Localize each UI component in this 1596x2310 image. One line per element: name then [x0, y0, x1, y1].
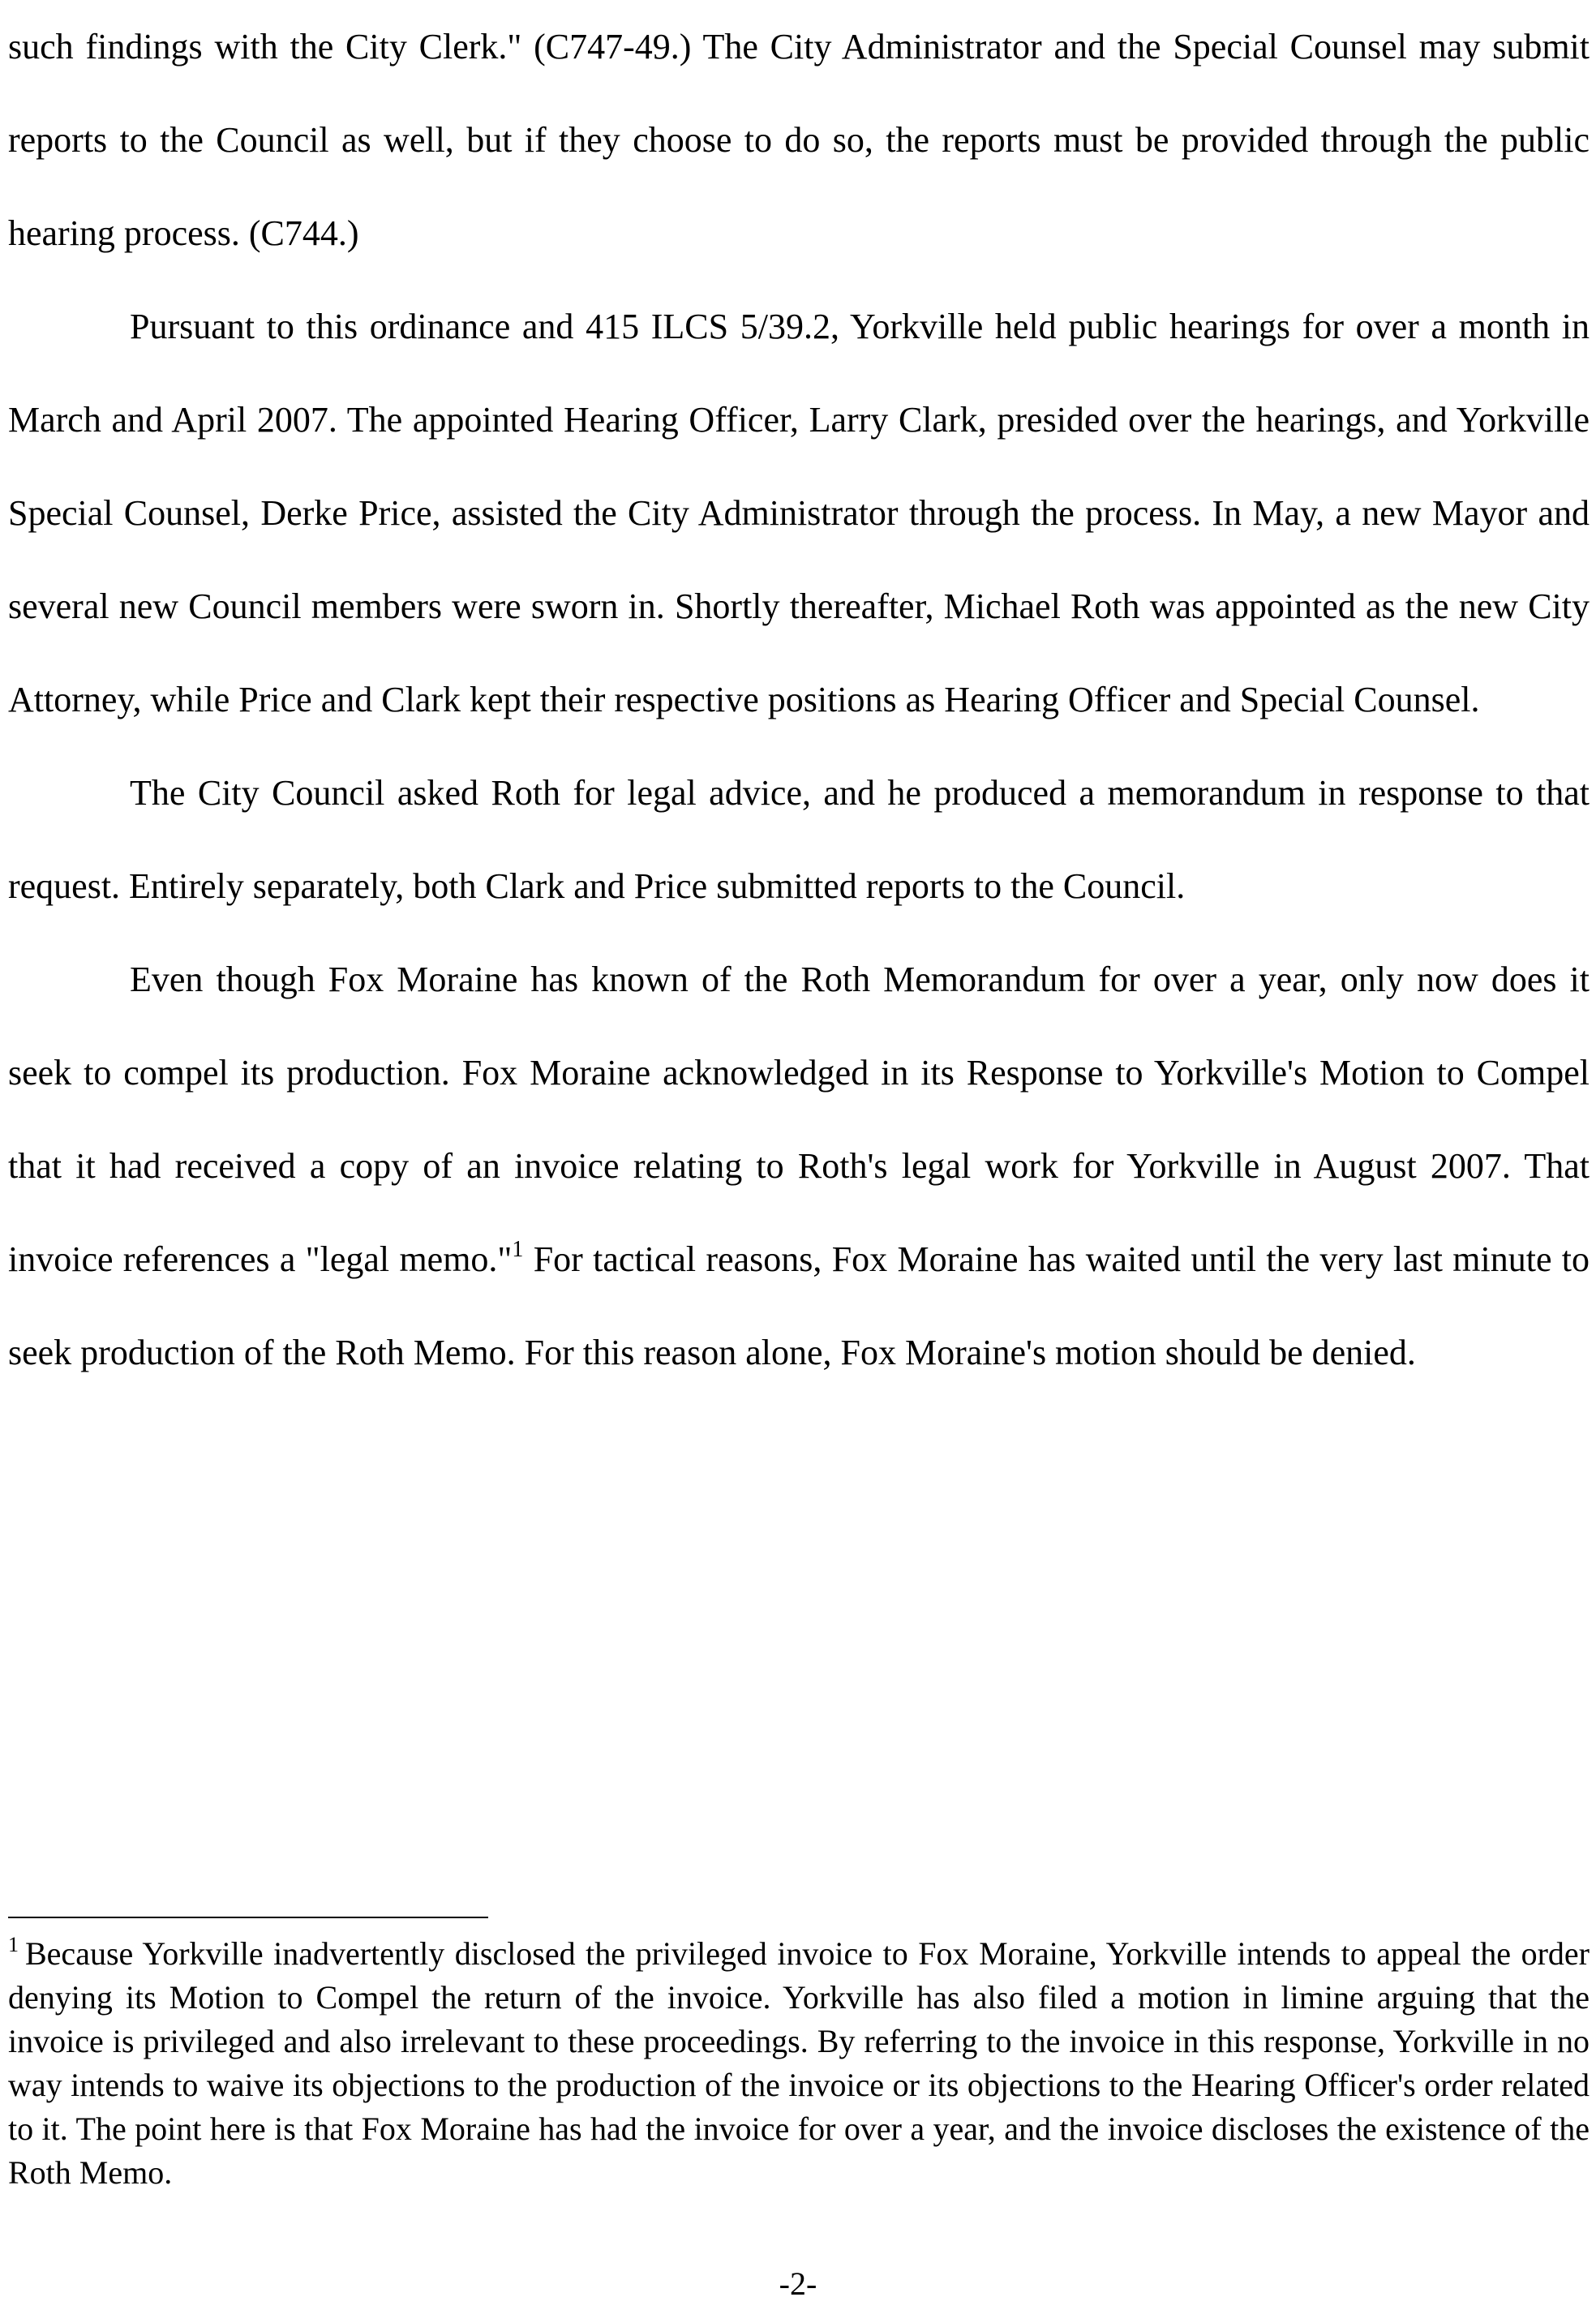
paragraph-roth-memorandum: [8, 933, 1590, 1399]
page-number: -2-: [779, 2265, 817, 2302]
paragraph-continuation: such findings with the City Clerk." (C747-49.) The City Administrator and the Special Counsel may submit reports to the Council as well, but if they choose to do so, the reports must be provided through the public hearing process. (C744.): [8, 27, 1590, 253]
paragraph-public-hearings: Pursuant to this ordinance and 415 ILCS 5/39.2, Yorkville held public hearings for over a month in March and April 2007. The appointed Hearing Officer, Larry Clark, presided over the hearings, and Yorkville Special Counsel, Derke Price, assisted the City Administrator through the process. In May, a new Mayor and several new Council members were sworn in. Shortly thereafter, Michael Roth was appointed as the new City Attorney, while Price and Clark kept their respective positions as Hearing Officer and Special Counsel.: [8, 307, 1590, 719]
body-text: [8, 0, 1590, 1399]
footnote-number: 1: [8, 1933, 19, 1956]
paragraph-legal-advice: The City Council asked Roth for legal advice, and he produced a memorandum in response to that request. Entirely separately, both Clark and Price submitted reports to the Council.: [8, 773, 1590, 906]
paragraph-roth-memorandum-text-before: Even though Fox Moraine has known of the Roth Memorandum for over a year, only now does it seek to compel its production. Fox Moraine acknowledged in its Response to Yorkville's Motion to Compel that it had received a copy of an invoice relating to Roth's legal work for Yorkville in August 2007. That invoice references a "legal memo.": [8, 960, 1590, 1279]
footnote-text: Because Yorkville inadvertently disclosed the privileged invoice to Fox Moraine, Yorkville intends to appeal the order denying its Motion to Compel the return of the invoice. Yorkville has also filed a motion in limine arguing that the invoice is privileged and also irrelevant to these proceedings. By referring to the invoice in this response, Yorkville in no way intends to waive its objections to the production of the invoice or its objections to the Hearing Officer's order related to it. The point here is that Fox Moraine has had the invoice for over a year, and the invoice discloses the existence of the Roth Memo.: [8, 1935, 1590, 2191]
footnote-reference: 1: [512, 1237, 524, 1262]
paragraph-roth-memorandum-text-after: For tactical reasons, Fox Moraine has waited until the very last minute to seek production of the Roth Memo. For this reason alone, Fox Moraine's motion should be denied.: [8, 1239, 1590, 1372]
footnote-separator: [8, 1917, 488, 1918]
footnote: [8, 1932, 1590, 2195]
